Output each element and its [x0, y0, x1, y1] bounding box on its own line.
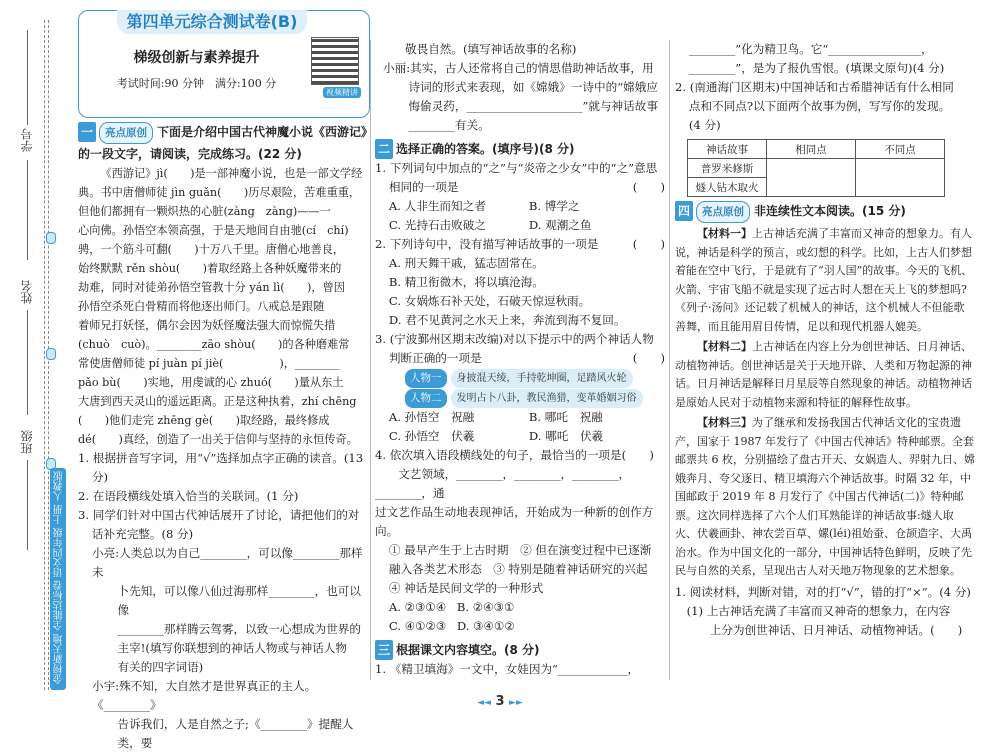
student-id-label: 学号 — [20, 128, 34, 152]
option-b[interactable]: B. 哪吒 祝融 — [528, 410, 603, 424]
material-heading: 【材料二】 — [697, 340, 752, 353]
question-2-2 — [375, 235, 665, 254]
page-number: 3 — [495, 694, 505, 709]
option-d[interactable]: D. 观潮之鱼 — [528, 218, 592, 232]
question-line: 点和不同点?以下面两个故事为例，写写你的发现。 — [688, 99, 951, 113]
passage — [78, 164, 368, 449]
section-number: 二 — [375, 139, 393, 159]
class-label: 班级 — [20, 430, 34, 454]
question-line: 过文艺作品生动地表现神话，开始成为一种新的创作方向。 — [375, 505, 654, 538]
dialogue-continued-2 — [375, 59, 665, 135]
question-2-3-cont — [375, 349, 665, 368]
material-3 — [675, 414, 975, 581]
section-1-header — [78, 122, 368, 164]
question-line: 上分为创世神话、日月神话、动植物神话。( ) — [709, 622, 963, 637]
option-a[interactable]: A. 刑天舞干戚，猛志固常在。 — [388, 256, 544, 270]
passage-line: 常使唐僧师徒 pí juàn pí jiè( )，________ — [78, 357, 340, 370]
exam-meta: 考试时间:90 分钟 满分:100 分 — [116, 77, 277, 90]
name-field[interactable] — [27, 310, 28, 415]
section-badge: 亮点原创 — [99, 122, 153, 144]
question-text: 判断正确的一项是 — [388, 351, 482, 365]
column-right — [675, 40, 975, 640]
student-id-field[interactable] — [27, 30, 28, 125]
material-2 — [675, 338, 975, 412]
passage-line: (chuò cuò)。________zāo shòu( )的各种磨难常 — [78, 338, 350, 351]
section-title: 选择正确的答案。(填序号)(8 分) — [396, 142, 575, 156]
question-1-2: 2. 在语段横线处填入恰当的关联词。(1 分) — [78, 489, 299, 503]
hint-label: 人物一 — [405, 369, 447, 388]
table-header: 神话故事 — [688, 140, 767, 159]
section-title: 下面是介绍中国古代神魔小说《西游记》的一段文字，请阅读，完成练习。(22 分) — [78, 125, 368, 161]
question-line: ________”，是为了报仇雪恨。(填课文原句)(4 分) — [688, 61, 945, 75]
section-number: 三 — [375, 640, 393, 660]
question-3-2: 2. (南通海门区期末)中国神话和古希腊神话有什么相同 — [675, 80, 954, 94]
cut-line — [44, 20, 45, 690]
question-line: ________”化为精卫鸟。它“________________， — [688, 42, 933, 56]
book-tag — [50, 468, 66, 690]
question-line: 融入各类艺术形态 ③ 特别是随着神话研究的兴起 — [388, 562, 648, 576]
dialogue-line: 小宇:殊不知，大自然才是世界真正的主人。《________》 — [92, 679, 317, 712]
material-text: 上古神话充满了丰富而又神奇的想象力。有人说，神话是科学的预言，或幻想的科学。比如，上古人们梦想着能在空中飞行，于是就有了“羽人国”的故事。今天的飞机、火箭、宇宙飞船不就是实现了远古时人想在天上飞的梦想吗?《列子·汤问》还记载了机械人的神话，这个机械人不但能歌善舞，而且能用眉目传情，足以和现代机器人媲美。 — [675, 227, 973, 333]
dialogue-line: 诗词的形式来表现，如《嫦娥》一诗中的“嫦娥应 — [408, 80, 658, 94]
options-row — [375, 408, 665, 427]
section-4-header — [675, 201, 975, 223]
material-heading: 【材料一】 — [697, 227, 752, 240]
binding-hole — [46, 232, 56, 244]
material-text: 为了继承和发扬我国古代神话文化的宝贵遗产，国家于 1987 年发行了《中国古代神话》特种邮票。全套邮票共 6 枚，分别描绘了盘古开天、女娲造人、羿射九日、嫦娥奔月、夸父逐日、精卫填海六个神话故事。时隔 32 年，中国邮政于 2019 年 8 月发行了《中国古代神话(二)》特种邮票。这次同样选择了六个人们耳熟能详的神话故事:燧人取火、伏羲画卦、神农尝百草、嫘(léi)祖始蚕、仓颉造字、大禹治水。作为中国文化的一部分，中国神话特色鲜明，反映了先民与自然的关系，呈现出古人对天地万物现象的艺术想象。 — [675, 416, 975, 577]
question-1-1: 1. 根据拼音写字词，用“√”选择加点字正确的读音。(13 分) — [78, 451, 364, 484]
passage-line: dé( )真经，创造了一出关于信仰与坚持的永恒传奇。 — [78, 433, 358, 446]
question-text: 相同的一项是 — [388, 180, 459, 194]
dialogue-line: 悔偷灵药，____________________”就与神话故事 — [408, 99, 658, 113]
option-b[interactable]: B. 精卫衔微木，将以填沧海。 — [388, 275, 544, 289]
question-line: ① 最早产生于上古时期 ② 但在演变过程中已逐渐 — [388, 543, 652, 557]
question-line: ④ 神话是民间文学的一种形式 — [388, 581, 544, 595]
option-a[interactable]: A. ②③①④ — [388, 600, 447, 614]
table-row-label: 燧人钻木取火 — [688, 178, 767, 197]
hint-label: 人物二 — [405, 389, 447, 408]
prev-page-icon[interactable]: ◄◄ — [477, 698, 491, 708]
question-line: 文艺领域，________，________，________，________，通 — [375, 467, 631, 500]
binding-hole — [46, 348, 56, 360]
passage-line: 但他们都拥有一颗炽热的心脏(zàng zàng)——一 — [78, 205, 331, 218]
options-row — [375, 598, 665, 617]
options-row — [375, 216, 665, 235]
hint-row — [375, 388, 665, 408]
qr-code-icon[interactable] — [311, 37, 359, 85]
section-badge: 亮点原创 — [696, 201, 750, 223]
question-2-1-cont — [375, 178, 665, 197]
passage-line: 典。书中唐僧师徒 jìn guǎn( )历尽艰险，苦难重重， — [78, 186, 361, 199]
comparison-table — [687, 139, 945, 197]
question-1-3: 3. 同学们针对中国古代神话展开了讨论，请把他们的对话补充完整。(8 分) — [78, 508, 360, 541]
passage-line: 劫难，同时对徒弟孙悟空管教十分 yán lì( )，曾因 — [78, 281, 345, 294]
passage-line: 心向佛。孙悟空本领高强，于是天地间自由驰(cí chí) — [78, 224, 349, 237]
section-title: 非连续性文本阅读。(15 分) — [754, 204, 906, 218]
class-field[interactable] — [27, 460, 28, 550]
dialogue-line: 小亮:人类总以为自己________，可以像________那样未 — [92, 546, 363, 579]
answer-paren[interactable]: ( ) — [632, 180, 665, 194]
table-cell-input[interactable] — [856, 159, 945, 197]
subtitle: 梯级创新与素养提升 — [133, 50, 260, 66]
column-divider — [370, 40, 371, 680]
material-text: 上古神话在内容上分为创世神话、日月神话、动植物神话。创世神话是关于天地开辟、人类和万物起源的神话。日月神话是解释日月星辰等自然现象的神话。动植物神话是原始人民对于动植物来源和特征的解释性故事。 — [675, 340, 972, 409]
table-cell-input[interactable] — [767, 159, 856, 197]
dialogue-line: 敬畏自然。(填写神话故事的名称) — [405, 42, 577, 56]
column-middle — [375, 40, 665, 679]
question-line: (1) 上古神话充满了丰富而又神奇的想象力，在内容 — [686, 603, 951, 618]
passage-line: 始终默默 rěn shòu( )着取经路上各种妖魔带来的 — [78, 262, 342, 275]
title-block — [78, 10, 370, 118]
book-tag-text: 金榜新天地 全能达标卷 语文四年级 上册 人教版 — [54, 471, 65, 684]
question-3-1: 1. 《精卫填海》一文中，女娃因为“____________， — [375, 662, 640, 676]
option-c[interactable]: C. 光持石击败破之 — [388, 218, 486, 232]
passage-line: 孙悟空杀死白骨精而将他逐出师门。八戒总是跟随 — [78, 300, 325, 313]
option-d[interactable]: D. ③④①② — [456, 619, 515, 633]
option-c[interactable]: C. 女娲炼石补天处，石破天惊逗秋雨。 — [388, 294, 591, 308]
column-left — [78, 12, 368, 753]
section-3-header — [375, 640, 665, 660]
passage-line: ( )他们走完 zhēng gè( )取经路，最终修成 — [78, 414, 330, 427]
option-b[interactable]: B. ②④③① — [456, 600, 515, 614]
dialogue-continued — [375, 40, 665, 59]
question-2-1: 1. 下列词句中加点的“之”与“炎帝之少女”中的“之”意思 — [375, 161, 658, 175]
dialogue-line: ________有关。 — [408, 118, 490, 132]
passage-line: 骋，一个筋斗可翻( )十万八千里。唐僧心地善良， — [78, 243, 345, 256]
table-row-label: 普罗米修斯 — [688, 159, 767, 178]
section-number: 四 — [675, 201, 693, 221]
dialogue-line: 告诉我们，人是自然之子;《________》提醒人类，要 — [117, 717, 354, 750]
question-4-1: 1. 阅读材料，判断对错，对的打“√”，错的打“×”。(4 分) — [675, 584, 971, 599]
options-row — [375, 197, 665, 216]
hint-text: 身披混天绫，手持乾坤圈，足踏风火轮 — [451, 369, 633, 388]
question-line: (4 分) — [688, 118, 721, 132]
page-footer — [470, 694, 530, 709]
table-header: 不同点 — [856, 140, 945, 159]
name-label: 姓名 — [20, 280, 34, 304]
options-row — [375, 617, 665, 636]
binding-margin — [0, 0, 68, 711]
passage-line: 大唐到西天灵山的遥远距离。正是这种执着，zhí chēng — [78, 395, 357, 408]
dialogue-line: 卜先知，可以像八仙过海那样________，也可以像 — [117, 584, 361, 617]
student-id-field-lower[interactable] — [27, 160, 28, 260]
options-row — [375, 427, 665, 446]
hint-text: 发明占卜八卦，教民渔猎，变革婚姻习俗 — [451, 389, 643, 408]
qr-caption: 视频精讲 — [323, 87, 361, 98]
table-header: 相同点 — [767, 140, 856, 159]
column-divider — [669, 40, 670, 680]
option-c[interactable]: C. ④①②③ — [388, 619, 447, 633]
material-1 — [675, 225, 975, 336]
option-d[interactable]: D. 君不见黄河之水天上来，奔流到海不复回。 — [388, 313, 626, 327]
hint-row — [375, 368, 665, 388]
section-title: 根据课文内容填空。(8 分) — [396, 643, 540, 657]
dialogue — [78, 544, 368, 753]
material-heading: 【材料三】 — [697, 416, 752, 429]
option-c[interactable]: C. 孙悟空 伏羲 — [388, 429, 475, 443]
page-title: 第四单元综合测试卷(B) — [117, 10, 307, 34]
option-d[interactable]: D. 哪吒 伏羲 — [528, 429, 604, 443]
dialogue-line: 主宰!(填写你联想到的神话人物或与神话人物 — [117, 641, 347, 655]
question-2-4: 4. 依次填入语段横线处的句子，最恰当的一项是( ) — [375, 448, 654, 462]
section-number: 一 — [78, 122, 96, 142]
option-a[interactable]: A. 人非生而知之者 — [388, 199, 486, 213]
question-2-3: 3. (宁波鄞州区期末改编)对以下提示中的两个神话人物 — [375, 332, 654, 346]
passage-line: 《西游记》jì( )是一部神魔小说，也是一部文学经 — [100, 167, 363, 180]
answer-paren[interactable]: ( ) — [632, 237, 665, 251]
passage-line: pǎo bù( )实地，用虔诚的心 zhuó( )量从东土 — [78, 376, 344, 389]
materials — [675, 225, 975, 581]
dialogue-line: ________那样腾云驾雾，以致一心想成为世界的 — [117, 622, 361, 636]
answer-paren[interactable]: ( ) — [632, 351, 665, 365]
dialogue-line: 有关的四字词语) — [117, 660, 204, 674]
option-b[interactable]: B. 博学之 — [528, 199, 580, 213]
question-text: 2. 下列诗句中，没有描写神话故事的一项是 — [375, 237, 599, 251]
next-page-icon[interactable]: ►► — [509, 698, 523, 708]
option-a[interactable]: A. 孙悟空 祝融 — [388, 410, 475, 424]
dialogue-line: 小丽:其实，古人还常将自己的情思借助神话故事，用 — [383, 61, 654, 75]
section-2-header — [375, 139, 665, 159]
passage-line: 着师兄打妖怪，偶尔会因为妖怪魔法强大而惊慌失措 — [78, 319, 336, 332]
